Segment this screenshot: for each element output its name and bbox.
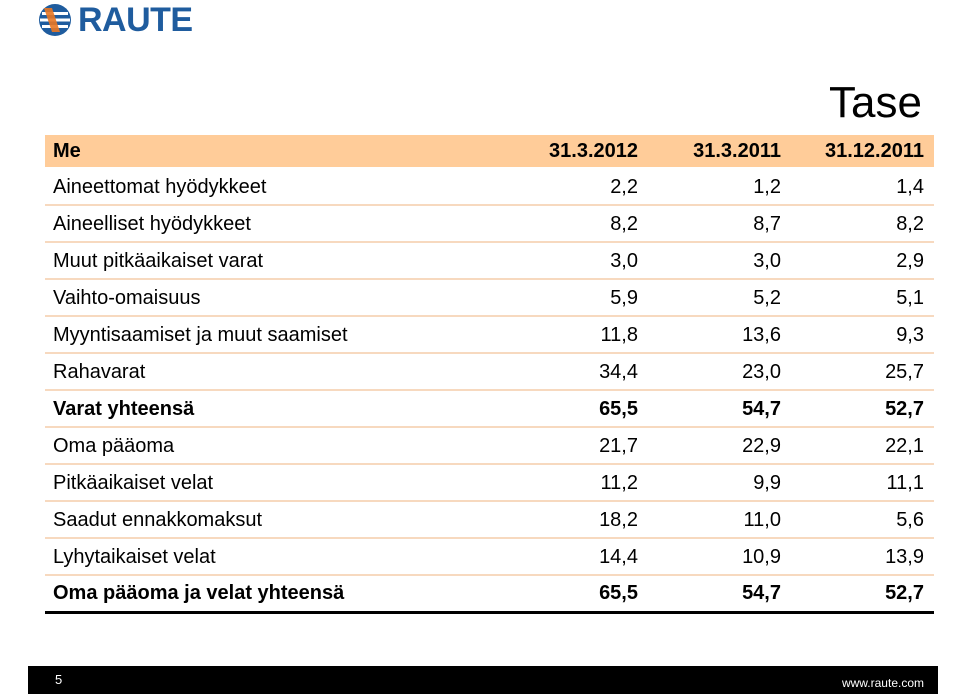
row-label: Lyhytaikaiset velat	[45, 538, 508, 575]
row-value: 14,4	[508, 538, 648, 575]
row-label: Vaihto-omaisuus	[45, 279, 508, 316]
row-value: 3,0	[648, 242, 791, 279]
row-value: 8,2	[508, 205, 648, 242]
row-label: Oma pääoma	[45, 427, 508, 464]
row-value: 34,4	[508, 353, 648, 390]
footer-url: www.raute.com	[841, 676, 924, 690]
row-value: 9,9	[648, 464, 791, 501]
balance-sheet-table	[45, 135, 934, 614]
row-value: 13,6	[648, 316, 791, 353]
row-value: 21,7	[508, 427, 648, 464]
row-label: Myyntisaamiset ja muut saamiset	[45, 316, 508, 353]
table-row	[45, 538, 934, 575]
header-unit: Me	[45, 135, 508, 168]
row-value: 65,5	[508, 390, 648, 427]
row-value: 2,2	[508, 168, 648, 205]
table-row	[45, 279, 934, 316]
row-value: 54,7	[648, 390, 791, 427]
row-value: 1,2	[648, 168, 791, 205]
table-row-total-equity-liabilities	[45, 575, 934, 612]
row-value: 22,9	[648, 427, 791, 464]
row-value: 11,2	[508, 464, 648, 501]
row-value: 23,0	[648, 353, 791, 390]
row-value: 54,7	[648, 575, 791, 612]
table-row	[45, 316, 934, 353]
row-label: Varat yhteensä	[45, 390, 508, 427]
brand-logo	[38, 2, 193, 38]
brand-name: RAUTE	[78, 1, 193, 39]
row-label: Saadut ennakkomaksut	[45, 501, 508, 538]
row-value: 13,9	[791, 538, 934, 575]
row-value: 5,6	[791, 501, 934, 538]
row-value: 8,2	[791, 205, 934, 242]
row-label: Pitkäaikaiset velat	[45, 464, 508, 501]
row-value: 5,9	[508, 279, 648, 316]
row-label: Oma pääoma ja velat yhteensä	[45, 575, 508, 612]
table-row	[45, 205, 934, 242]
page-number: 5	[55, 672, 63, 687]
footer-bar	[28, 666, 938, 694]
table-row	[45, 353, 934, 390]
row-value: 65,5	[508, 575, 648, 612]
table-row	[45, 464, 934, 501]
table-row	[45, 242, 934, 279]
row-value: 11,8	[508, 316, 648, 353]
row-value: 8,7	[648, 205, 791, 242]
row-value: 3,0	[508, 242, 648, 279]
row-label: Muut pitkäaikaiset varat	[45, 242, 508, 279]
row-value: 10,9	[648, 538, 791, 575]
row-value: 2,9	[791, 242, 934, 279]
header-date-1: 31.3.2012	[508, 135, 648, 168]
row-value: 5,2	[648, 279, 791, 316]
row-label: Aineettomat hyödykkeet	[45, 168, 508, 205]
row-value: 1,4	[791, 168, 934, 205]
row-value: 5,1	[791, 279, 934, 316]
row-value: 22,1	[791, 427, 934, 464]
raute-logo-icon	[38, 3, 72, 37]
row-value: 11,1	[791, 464, 934, 501]
row-label: Aineelliset hyödykkeet	[45, 205, 508, 242]
slide-title: Tase	[829, 78, 922, 128]
table-row	[45, 168, 934, 205]
row-value: 9,3	[791, 316, 934, 353]
table-header-row	[45, 135, 934, 168]
table-row	[45, 501, 934, 538]
header-date-2: 31.3.2011	[648, 135, 791, 168]
header-date-3: 31.12.2011	[791, 135, 934, 168]
row-value: 11,0	[648, 501, 791, 538]
table-row-total-assets	[45, 390, 934, 427]
row-value: 52,7	[791, 575, 934, 612]
row-value: 18,2	[508, 501, 648, 538]
row-label: Rahavarat	[45, 353, 508, 390]
row-value: 25,7	[791, 353, 934, 390]
table-row	[45, 427, 934, 464]
row-value: 52,7	[791, 390, 934, 427]
